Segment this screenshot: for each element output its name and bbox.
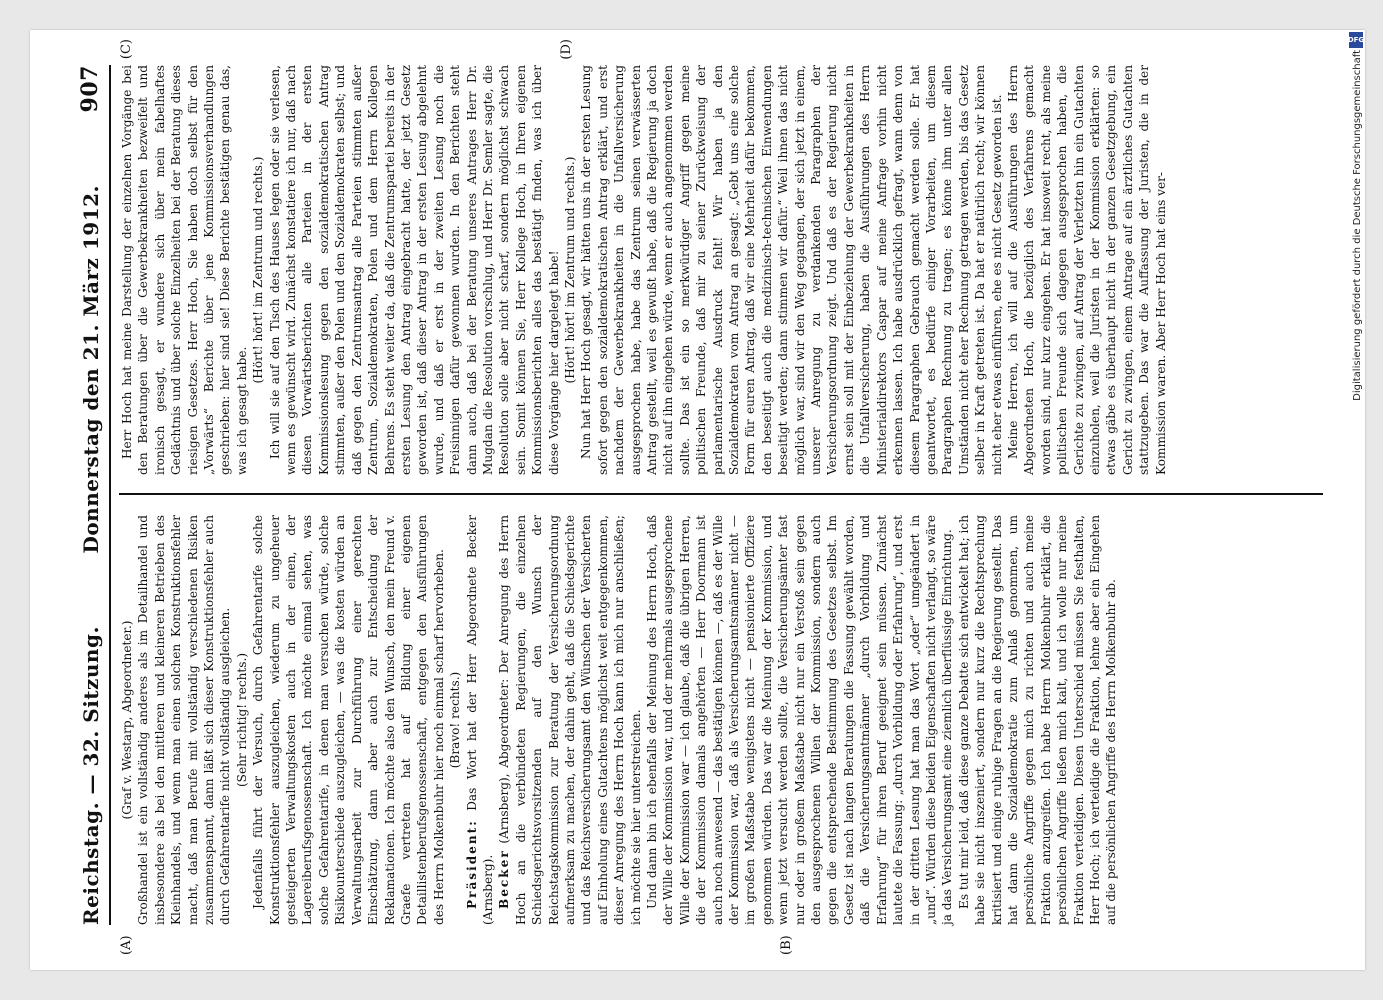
paragraph: Meine Herren, ich will auf die Ausführungen des Herrn Abgeordneten Hoch, die bezüglich des Verfahrens gemacht worden sind, nur kurz eingehen. Er hat insoweit recht, als meine politischen Freunde sich dagegen ausgesprochen haben, die Gerichte zu zwingen, auf Antrag der Verletzten hin ein Gutachten einzuholen, weil die Juristen in der Kommission erklärten: so etwas gäbe es überhaupt nicht in der ganzen Gesetzgebung, ein Gericht zu zwingen, einem Antrage auf ein ärztliches Gutachten stattzugeben. Das war die Auffassung der Juristen, die in der Kommission waren. Aber Herr Hoch hat eins ver-: [1005, 65, 1168, 475]
reaction: (Sehr richtig! rechts.): [234, 652, 249, 788]
right-column: [118, 39, 1323, 495]
speaker-paragraph: [496, 515, 644, 925]
reaction: (Hört! hört! im Zentrum und rechts.): [562, 156, 577, 384]
margin-mark-a: (A): [118, 935, 134, 955]
reaction: (Bravo! rechts.): [447, 671, 462, 769]
paragraph: Ich will sie auf den Tisch des Hauses legen oder sie verlesen, wenn es gewünscht wird. Zunächst konstatiere ich nur, daß nach diesen Vorwärtsberichten alle Parteien in der ersten Kommissionslesung gegen den sozialdemokratischen Antrag stimmten, außer den Polen und den Sozialdemokraten selbst; und daß gegen den Zentrumsantrag alle Parteien stimmten außer Zentrum, Sozialdemokraten, Polen und dem Herrn Kollegen Behrens. Es steht weiter da, daß die Zentrumspartei bereits in der ersten Lesung den Antrag eingebracht hatte, der jetzt Gesetz geworden ist, daß dieser Antrag in der ersten Lesung abgelehnt wurde, und daß er erst in der zweiten Lesung noch die Freisinnigen dafür gewonnen wurden. In den Berichten steht dann auch, daß bei der Beratung unseres Antrages Herr Dr. Mugdan die Resolution vorschlug, und Herr Dr. Semler sagte, die Resolution solle aber nicht scharf, sondern möglichst schwach sein. Somit können Sie, Herr Kollege Hoch, in Ihren eigenen Kommissionsberichten alles das bestätigt finden, was ich über diese Vorgänge hier dargelegt habe!: [267, 65, 561, 475]
speaker-name: Becker: [496, 849, 511, 909]
paragraph: Nun hat Herr Hoch gesagt, wir hätten uns in der ersten Lesung sofort gegen den sozialdemokratischen Antrag erklärt, und erst nachdem der Gewerbekrankheiten in die Unfallversicherung ausgesprochen habe, habe das Zentrum seinen verwässerten Antrag gestellt, weil es gewußt habe, daß die Regierung ja doch nicht auf ihn eingehen würde, wenn er auch angenommen werden sollte. Das ist ein so merkwürdiger Angriff gegen meine politischen Freunde, daß mir zu seiner Zurückweisung der parlamentarische Ausdruck fehlt! Wir haben ja den Sozialdemokraten vom Antrag an gesagt: „Gebt uns eine solche Form für euren Antrag, daß wir eine Mehrheit dafür bekommen, den beseitigt auch die medizinisch-technischen Einwendungen beseitigt werden; dann stimmen wir dafür.“ Weil ihnen das nicht möglich war, sind wir den Weg gegangen, der sich jetzt in einem, unserer Anregung zu verdankenden Paragraphen der Versicherungsordnung zeigt. Und daß es der Regierung nicht ernst sein soll mit der Einbeziehung der Gewerbekrankheiten in die Unfallversicherung, haben die Ausführungen des Herrn Ministerialdirektors Caspar auf meine Anfrage vorhin nicht erkennen lassen. Ich habe ausdrücklich gefragt, wann denn von diesem Paragraphen Gebrauch gemacht werden solle. Er hat geantwortet, es bedürfe einiger Vorarbeiten, um diesem Paragraphen Rechnung zu tragen; es könne ihm unter allen Umständen nicht eher Rechnung getragen werden, bis das Gesetz selber in Kraft getreten ist. Da hat er natürlich recht; wir können nicht eher etwas einführen, ehe es nicht Gesetz geworden ist.: [578, 65, 1004, 475]
left-column: [118, 515, 1323, 955]
margin-mark-c: (C): [118, 39, 134, 60]
page-header: [63, 65, 111, 925]
header-date: Donnerstag den 21. März 1912.: [78, 185, 103, 554]
margin-mark-b: (B): [778, 935, 794, 955]
digitization-credit: Digitalisierung gefördert durch die Deutsche Forschungsgemeinschaft: [1352, 50, 1363, 401]
president-text: Das Wort hat der Herr Abgeordnete Becker (Arnsberg).: [464, 515, 495, 925]
scanned-sheet: [30, 30, 1365, 970]
margin-mark-d: (D): [558, 39, 574, 60]
president-label: Präsident:: [464, 819, 479, 909]
dfg-logo: DFG: [1349, 32, 1363, 48]
speaker-note: (Graf v. Westarp, Abgeordneter.): [119, 620, 134, 820]
page-number: 907: [76, 65, 103, 113]
speaker-text: (Arnsberg), Abgeordneter: Der Anregung des Herrn Hoch an die verbündeten Regierungen, die einzelnen Schiedsgerichtsvorsitzenden auf den Wunsch der Reichstagskommission zur Beratung der Versicherungsordnung aufmerksam zu machen, der dahin geht, daß die Schiedsgerichte und das Reichsversicherungsamt den Wünschen der Versicherten auf Einholung eines Gutachtens möglichst weit entgegenkommen, dieser Anregung des Herrn Hoch kann ich mich nur anschließen; ich möchte sie hier unterstreichen.: [496, 515, 643, 925]
reaction: (Hört! hört! im Zentrum und rechts.): [250, 156, 265, 384]
president-line: [463, 515, 496, 925]
rotated-page: [53, 35, 1343, 965]
paragraph: Und dann bin ich ebenfalls der Meinung des Herrn Hoch, daß der Wille der Kommission war, und der mehrmals ausgesprochene Wille der Kommission war — ich glaube, daß die übrigen Herren, die der Kommission damals angehörten — Herr Doormann ist auch noch anwesend — das bestätigen können —, daß es der Wille der Kommission war, daß als Versicherungsamtsmänner nicht — im großen Maßstabe wenigstens nicht — pensionierte Offiziere genommen würden. Das war die Meinung der Kommission, und wenn jetzt versucht werden sollte, die Versicherungsämter fast nur oder in großem Maßstabe nicht nur ein Verstoß sein gegen den ausgesprochenen Willen der Kommission, sondern auch gegen die entsprechende Bestimmung des Gesetzes selbst. Im Gesetz ist nach langen Beratungen die Fassung gewählt worden, daß die Versicherungsamtmänner „durch Vorbildung und Erfahrung“ für ihren Beruf geeignet sein müssen. Zunächst lautete die Fassung: „durch Vorbildung oder Erfahrung“, und erst in der dritten Lesung hat man das Wort „oder“ umgeändert in „und“. Würden diese beiden Eigenschaften nicht verlangt, so wäre ja das Versicherungsamt eine ziemlich überflüssige Einrichtung.: [644, 515, 954, 925]
header-left: Reichstag. — 32. Sitzung.: [78, 626, 103, 925]
paragraph: Herr Hoch hat meine Darstellung der einzelnen Vorgänge bei den Beratungen über die Gewerbekrankheiten bezweifelt und ironisch gesagt, er wundere sich über mein fabelhaftes Gedächtnis und über solche Einzelheiten bei der Beratung dieses riesigen Gesetzes. Herr Hoch, Sie haben doch selbst für den „Vorwärts“ Berichte über jene Kommissionsverhandlungen geschrieben: hier sind sie! Diese Berichte bestätigen genau das, was ich gesagt habe.: [119, 65, 249, 475]
paragraph: Es tut mir leid, daß diese ganze Debatte sich entwickelt hat; ich habe sie nicht inszeniert, sondern nur kurz die Rechtsprechung kritisiert und einige ruhige Fragen an die Regierung gestellt. Das hat dann die Sozialdemokratie zum Anlaß genommen, um persönliche Angriffe gegen mich zu richten und auch meine Fraktion anzugreifen. Ich habe Herrn Molkenbuhr erklärt, die persönlichen Angriffe ließen mich kalt, und ich wolle nur meine Fraktion verteidigen. Diesen Unterschied müssen Sie festhalten, Herr Hoch; ich verteidige die Fraktion, lehne aber ein Eingehen auf die persönlichen Angriffe des Herrn Molkenbuhr ab.: [956, 515, 1118, 925]
text-columns: [118, 39, 1323, 955]
paragraph: Großhandel ist ein vollständig anderes als im Detailhandel und insbesondere als bei den mittleren und kleineren Betrieben des Kleinhandels, und wenn man einen solchen Konstruktionsfehler macht, daß man Berufe mit vollständig verschiedenen Risiken zusammenspannt, dann läßt sich dieser Konstruktionsfehler auch durch Gefahrentarife nicht vollständig ausgleichen.: [135, 515, 232, 925]
paragraph: Jedenfalls führt der Versuch, durch Gefahrentarife solche Konstruktionsfehler auszugleichen, wiederum zu ungeheuer gesteigerten Verwaltungskosten auch in der einen, der Lagereiberufsgenossenschaft. Ich möchte einmal sehen, was solche Gefahrentarife, in denen man versuchen würde, solche Risikounterschiede auszugleichen, — was die kosten würden an Verwaltungsarbeit zur Durchführung einer gerechten Einschätzung, dann aber auch zur Entscheidung der Reklamationen. Ich möchte also den Wunsch, den mein Freund v. Graefe vertreten hat auf Bildung einer eigenen Detaillistenberufsgenossenschaft, entgegen den Ausführungen des Herrn Molkenbuhr hier noch einmal scharf hervorheben.: [250, 515, 446, 925]
